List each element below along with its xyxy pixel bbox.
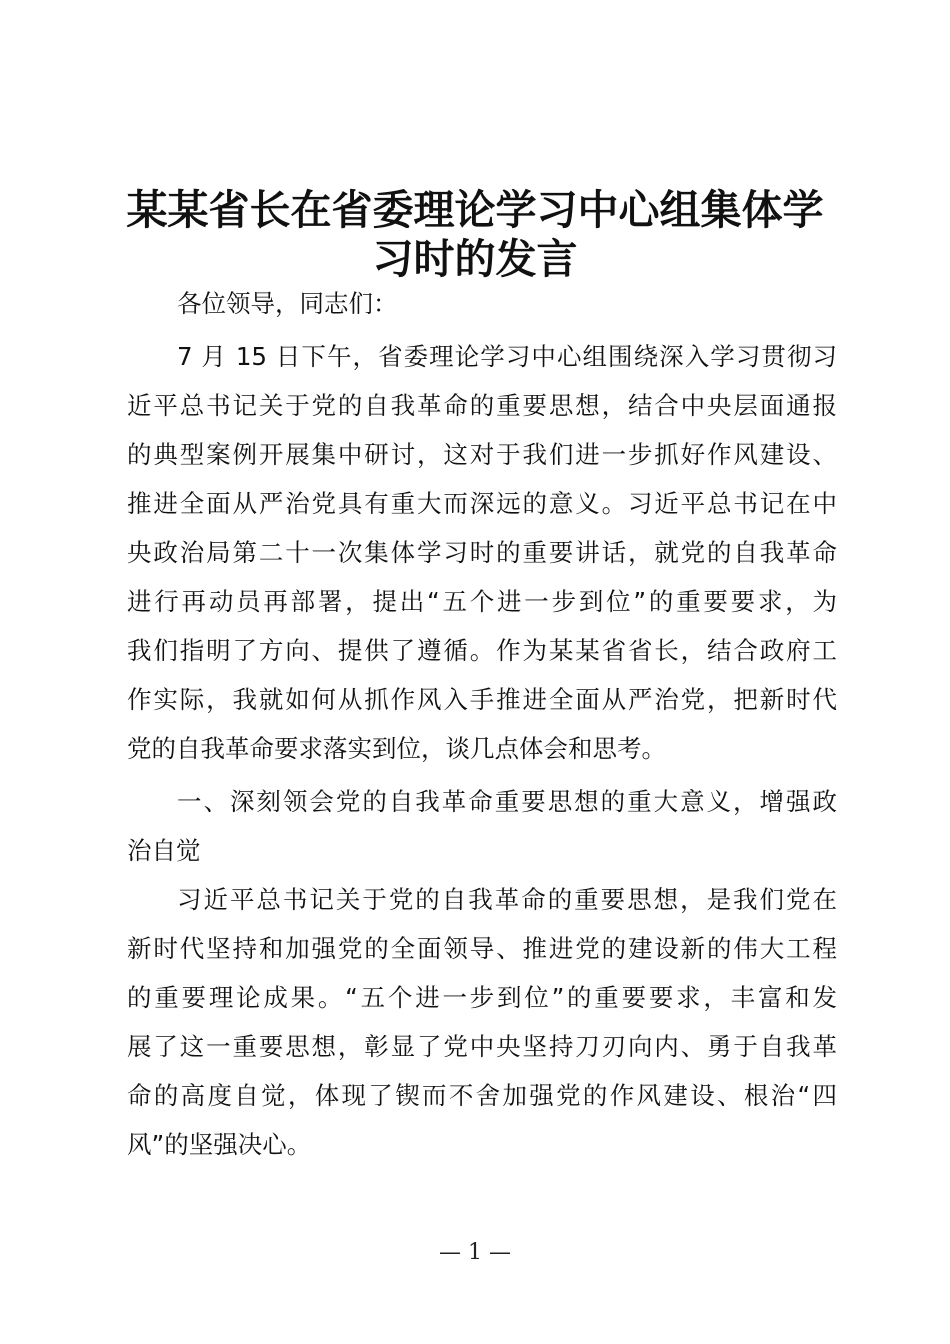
paragraph-1-line: 7 月 15 日下午，省委理论学习中心组围绕深入学习贯彻习 [177,342,837,371]
page-number: — 1 — [439,1240,511,1265]
document-title-line-2: 习时的发言 [372,235,578,283]
paragraph-2-line: 新时代坚持和加强党的全面领导、推进党的建设新的伟大工程 [127,934,837,963]
paragraph-1-line: 近平总书记关于党的自我革命的重要思想，结合中央层面通报 [127,391,837,420]
paragraph-2-line: 风”的坚强决心。 [127,1130,312,1159]
paragraph-1-line: 的典型案例开展集中研讨，这对于我们进一步抓好作风建设、 [127,440,837,469]
paragraph-1-line: 央政治局第二十一次集体学习时的重要讲话，就党的自我革命 [127,538,837,567]
paragraph-1-line: 作实际，我就如何从抓作风入手推进全面从严治党，把新时代 [127,685,837,714]
paragraph-1-line: 推进全面从严治党具有重大而深远的意义。习近平总书记在中 [127,489,837,518]
paragraph-1-line: 进行再动员再部署，提出“五个进一步到位”的重要要求，为 [127,587,837,616]
paragraph-2-line: 命的高度自觉，体现了锲而不舍加强党的作风建设、根治“四 [127,1081,837,1110]
salutation: 各位领导，同志们： [177,289,398,318]
section-heading-line: 治自觉 [127,836,201,865]
paragraph-2-line: 习近平总书记关于党的自我革命的重要思想，是我们党在 [177,885,837,914]
document-title-line-1: 某某省长在省委理论学习中心组集体学 [126,186,824,234]
paragraph-2-line: 的重要理论成果。“五个进一步到位”的重要要求，丰富和发 [127,983,837,1012]
paragraph-2-line: 展了这一重要思想，彰显了党中央坚持刀刃向内、勇于自我革 [127,1032,837,1061]
section-heading-line: 一、深刻领会党的自我革命重要思想的重大意义，增强政 [177,787,837,816]
paragraph-1-line: 党的自我革命要求落实到位，谈几点体会和思考。 [127,734,666,763]
paragraph-1-line: 我们指明了方向、提供了遵循。作为某某省省长，结合政府工 [127,636,837,665]
